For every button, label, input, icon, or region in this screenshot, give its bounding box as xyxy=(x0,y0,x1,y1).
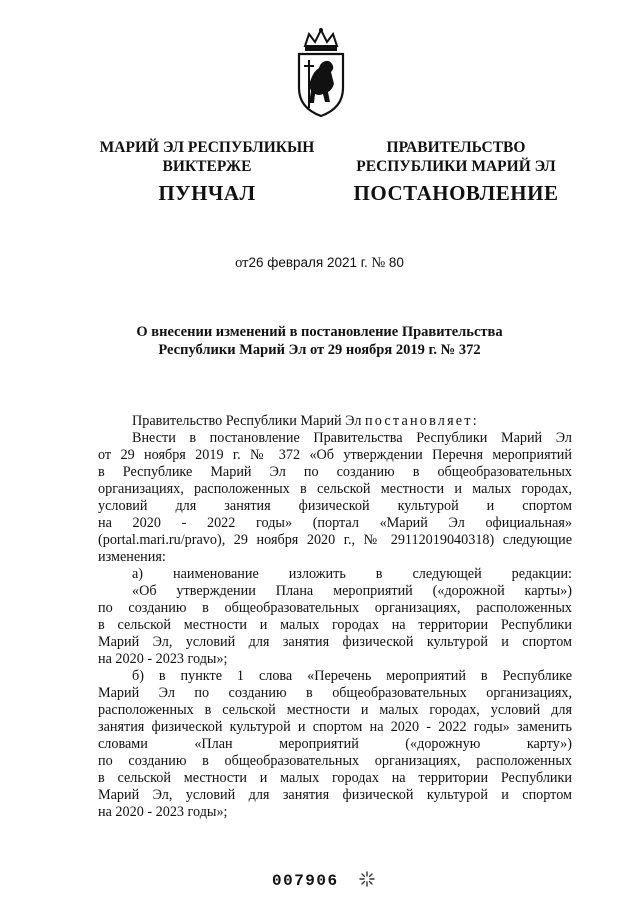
text-line: на 2020 - 2023 годы»; xyxy=(98,804,228,820)
number-label: № xyxy=(371,255,386,271)
date-value: 26 февраля 2021 г. xyxy=(248,255,368,270)
ornament-icon xyxy=(358,870,376,888)
text-line: словами «План мероприятий («дорожную карту») xyxy=(98,736,572,752)
header-mari-doctype: ПУНЧАЛ xyxy=(158,181,256,205)
date-line xyxy=(0,255,639,272)
text-line: условий для занятия физической культурой и спортом xyxy=(98,498,572,514)
title-line1: О внесении изменений в постановление Правительства xyxy=(136,324,503,340)
header-mari-line2: ВИКТЕРЖЕ xyxy=(162,158,252,175)
header-russian-doctype: ПОСТАНОВЛЕНИЕ xyxy=(353,181,559,205)
text-line: занятия физической культурой и спортом на 2020 - 2022 годы» заменить xyxy=(98,719,572,735)
date-prefix: от xyxy=(235,255,249,271)
document-title xyxy=(100,323,539,359)
text-line: б) в пункте 1 слова «Перечень мероприятий в Республике xyxy=(132,668,572,684)
text-line: по созданию в общеобразовательных организациях, расположенных xyxy=(98,600,572,616)
text-line: в сельской местности и малых городах на территории Республики xyxy=(98,617,572,633)
text-line: Марий Эл, условий для занятия физической культурой и спортом xyxy=(98,634,572,650)
text-line: Марий Эл, условий для занятия физической культурой и спортом xyxy=(98,787,572,803)
text-line: Марий Эл по созданию в общеобразовательных организациях, xyxy=(98,685,572,701)
text-line: Внести в постановление Правительства Республики Марий Эл xyxy=(132,430,572,446)
text-line: на 2020 - 2023 годы»; xyxy=(98,651,228,667)
serial-number: 007906 xyxy=(272,872,339,890)
header-russian xyxy=(349,138,563,203)
header-russian-line1: ПРАВИТЕЛЬСТВО xyxy=(386,139,526,156)
text-line: а) наименование изложить в следующей редакции: xyxy=(132,566,572,582)
serial-stamp xyxy=(272,870,376,890)
text-line: в Республике Марий Эл по созданию в общеобразовательных xyxy=(98,464,572,480)
text-line: по созданию в общеобразовательных организациях, расположенных xyxy=(98,753,572,769)
title-line2: Республики Марий Эл от 29 ноября 2019 г. № 372 xyxy=(158,342,481,358)
coat-of-arms-icon xyxy=(293,26,349,118)
text-line: «Об утверждении Плана мероприятий («дорожной карты») xyxy=(132,583,572,599)
text-line: в сельской местности и малых городах на территории Республики xyxy=(98,770,572,786)
preamble-verb: постановляет: xyxy=(364,413,479,429)
document-body xyxy=(98,413,572,821)
text-line: расположенных в сельской местности и малых городах, условий для xyxy=(98,702,572,718)
paragraph-preamble xyxy=(98,413,572,430)
text-line: изменения: xyxy=(98,549,166,565)
header-mari xyxy=(88,138,326,203)
header-mari-line1: МАРИЙ ЭЛ РЕСПУБЛИКЫН xyxy=(99,139,315,156)
text-line: организациях, расположенных в сельской местности и малых городах, xyxy=(98,481,572,497)
preamble-subject: Правительство Республики Марий Эл xyxy=(132,413,362,429)
text-line: (portal.mari.ru/pravo), 29 ноября 2020 г., № 29112019040318) следующие xyxy=(98,532,572,548)
text-line: от 29 ноября 2019 г. № 372 «Об утверждении Перечня мероприятий xyxy=(98,447,572,463)
text-line: на 2020 - 2022 годы» (портал «Марий Эл официальная» xyxy=(98,515,572,531)
header-russian-line2: РЕСПУБЛИКИ МАРИЙ ЭЛ xyxy=(356,158,556,175)
document-number: 80 xyxy=(388,255,404,270)
